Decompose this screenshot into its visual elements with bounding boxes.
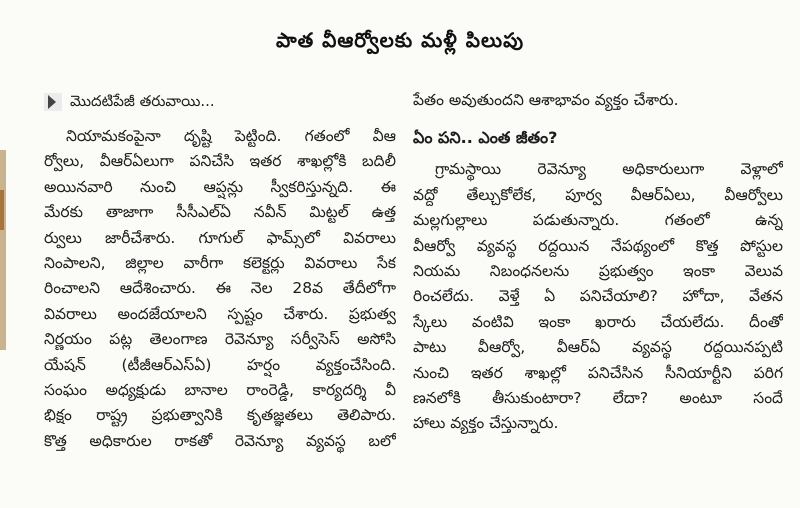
paragraph-line: నిర్ణయం పట్ల తెలంగాణ రెవెన్యూ సర్వీసెస్‌ అసోసి [44,330,396,349]
continued-from-front-page [44,88,396,116]
paragraph-line: మల్లగుల్లాలు పడుతున్నారు. గతంలో ఉన్న [413,211,783,230]
paragraph-line: పేతం అవుతుందని ఆశాభావం వ్యక్తం చేశారు. [413,91,679,109]
paragraph-line: వివరాలు అందజేయాలని స్పష్టం చేశారు. ప్రభుత్వ [44,304,396,323]
paragraph-line: పాటు వీఆర్వో, వీఆర్‌ఏ వ్యవస్థ రద్దయినప్పటి [413,338,783,357]
paragraph-line: రించాలని ఆదేశించారు. ఈ నెల 28వ తేదీలోగా [44,279,396,298]
adjacent-image-edge [0,150,6,350]
triangle-arrow-icon [48,95,56,109]
paragraph-line: గ్రామస్థాయి రెవెన్యూ అధికారులుగా వెళ్లాలో [435,160,783,179]
adjacent-image-edge-detail [0,190,4,230]
article-headline: పాత వీఆర్వోలకు మళ్లీ పిలుపు [275,27,525,52]
paragraph-line: ర్వోలు, వీఆర్‌ఏలుగా పనిచేసి ఇతర శాఖల్లోకి బదిలీ [44,152,396,171]
right-column [413,88,783,437]
continued-label: మొదటిపేజీ తరువాయి... [70,92,215,111]
paragraph-line: హాలు వ్యక్తం చేస్తున్నారు. [413,414,559,433]
paragraph-line: రించలేదు. వెళ్తే ఏ పనిచేయాలి? హోదా, వేతన [413,287,783,306]
paragraph-line: నుంచి ఇతర శాఖల్లో పనిచేసిన సీనియార్టీని పరిగ [413,363,783,382]
paragraph-line: సంఘం అధ్యక్షుడు బానాల రాంరెడ్డి, కార్యదర్శి వీ [44,380,396,399]
paragraph-line: భిక్షం రాష్ట్ర ప్రభుత్వానికి కృతజ్ఞతలు తెలిపారు. [44,406,396,425]
paragraph-line: ణనలోకి తీసుకుంటారా? లేదా? అంటూ సందే [413,388,783,407]
paragraph-line: మేరకు తాజాగా సీసీఎల్‌ఏ నవీన్‌ మిట్టల్‌ ఉత్త [44,203,396,222]
paragraph-line: అయినవారి నుంచి ఆప్షన్లు స్వీకరిస్తున్నది. ఈ [44,177,396,196]
paragraph-line: యేషన్‌ (టీజీఆర్‌ఎస్‌ఏ) హర్షం వ్యక్తంచేసింది. [44,355,396,374]
paragraph-line: నింపాలని, జిల్లాల వారీగా కలెక్టర్లు వివరాలు సేక [44,253,396,272]
continued-marker [44,93,62,111]
paragraph-line: వద్దో తేల్చుకోలేక, పూర్వ వీఆర్‌ఏలు, వీఆర్వోలు [413,185,783,204]
section-subheading: ఏం పని.. ఎంత జీతం? [413,128,558,148]
left-column [44,88,396,454]
paragraph-line: కొత్త అధికారుల రాకతో రెవెన్యూ వ్యవస్థ బలో [44,431,396,450]
paragraph-line: నియామకంపైనా దృష్టి పెట్టింది. గతంలో వీఆ [66,127,396,145]
paragraph-line: నియమ నిబంధనలను ప్రభుత్వం ఇంకా వెలువ [413,261,783,280]
paragraph-line: స్కేలు వంటివి ఇంకా ఖరారు చేయలేదు. దీంతో [413,312,783,331]
paragraph-line: వీఆర్వో వ్యవస్థ రద్దయిన నేపథ్యంలో కొత్త పోస్టుల [413,236,783,255]
paragraph-line: ర్వులు జారీచేశారు. గూగుల్‌ ఫామ్స్‌లో వివరాలు [44,228,396,247]
